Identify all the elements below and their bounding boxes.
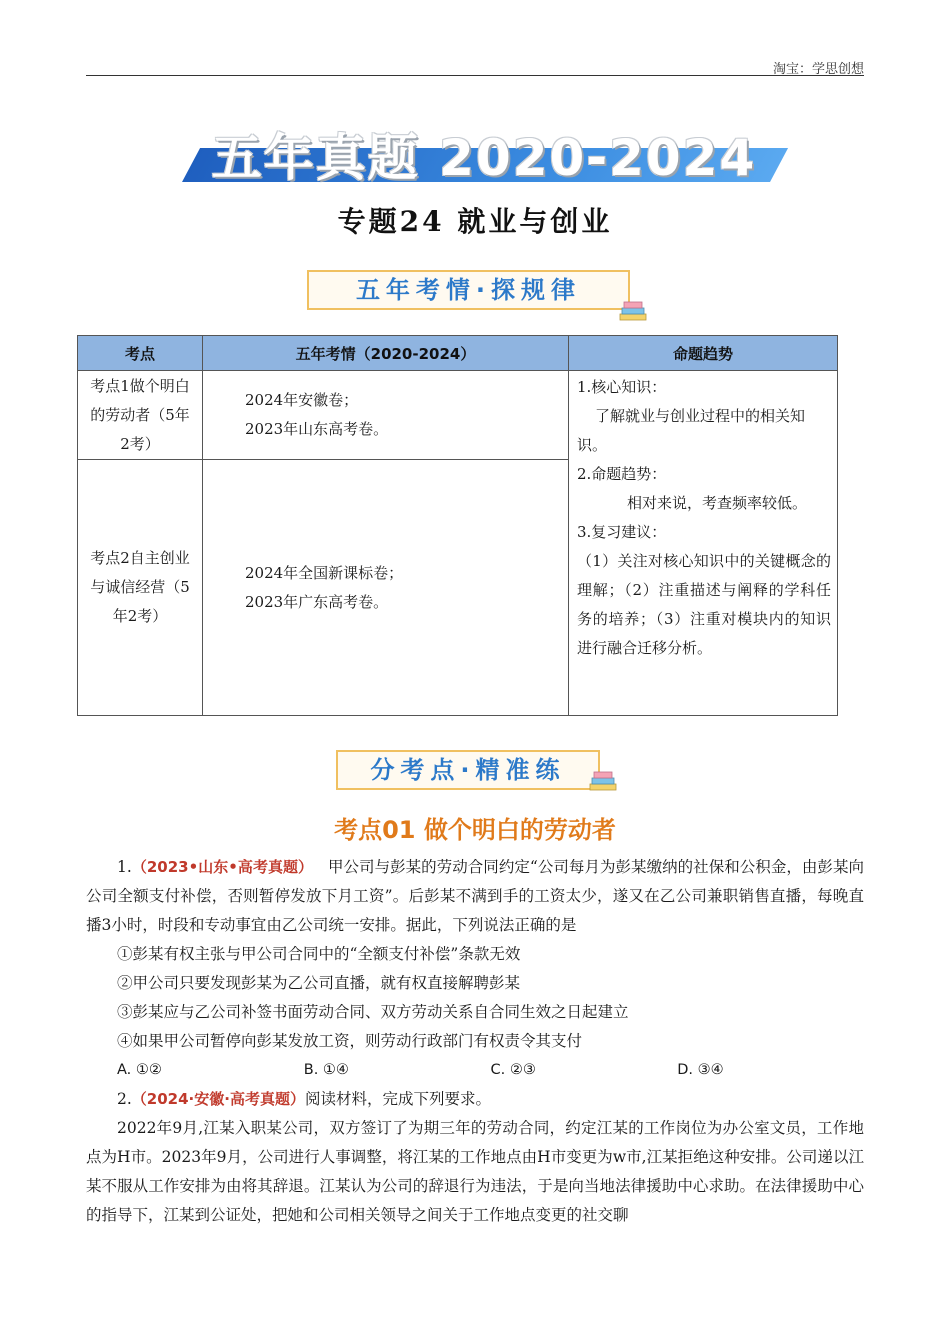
question-1 <box>86 853 864 940</box>
exam-line: 2024年全国新课标卷； <box>245 563 404 582</box>
section-label: 分考点·精准练 <box>370 756 566 784</box>
exam-line: 2023年广东高考卷。 <box>245 592 389 611</box>
banner <box>182 118 770 188</box>
trend-line: （1）关注对核心知识中的关键概念的理解；（2）注重描述与阐释的学科任务的培养；（3）注重对模块内的知识进行融合迁移分析。 <box>577 552 831 657</box>
question-number: 2. <box>117 1090 132 1108</box>
trend-line: 了解就业与创业过程中的相关知识。 <box>577 407 806 454</box>
trend-line: 1.核心知识： <box>577 378 667 396</box>
topic-title: 专题24 就业与创业 <box>337 205 613 238</box>
section-header-practice <box>336 750 600 790</box>
table-header-exams: 五年考情（2020-2024） <box>203 336 569 371</box>
table-cell-point: 考点2自主创业与诚信经营（5年2考） <box>78 460 203 716</box>
trend-line: 3.复习建议： <box>577 523 667 541</box>
table-cell-exams <box>203 371 569 460</box>
question-source: （2024·安徽·高考真题） <box>131 1090 305 1108</box>
question-material: 2022年9月,江某入职某公司，双方签订了为期三年的劳动合同，约定江某的工作岗位为办公室文员，工作地点为H市。2023年9月，公司进行人事调整，将江某的工作地点由H市变更为w市,江某拒绝这种安排。公司递以江某不服从工作安排为由将其辞退。江某认为公司的辞退行为违法，于是向当地法律援助中心求助。在法律援助中心的指导下，江某到公证处，把她和公司相关领导之间关于工作地点变更的社交聊 <box>86 1119 864 1224</box>
banner-title: 五年真题 2020-2024 <box>211 129 757 187</box>
question-stem: 阅读材料，完成下列要求。 <box>304 1090 491 1108</box>
option: ④如果甲公司暂停向彭某发放工资，则劳动行政部门有权责令其支付 <box>117 1032 583 1050</box>
header-divider <box>86 75 864 76</box>
choice-c: C. ②③ <box>490 1062 536 1078</box>
books-icon <box>618 298 648 324</box>
question-stem: 甲公司与彭某的劳动合同约定“公司每月为彭某缴纳的社保和公积金，由彭某向公司全额支付补偿，否则暂停发放下月工资”。后彭某不满到手的工资太少，遂又在乙公司兼职销售直播，每晚直播3小时，时段和专动事宜由乙公司统一安排。据此，下列说法正确的是 <box>86 858 864 934</box>
question-number: 1. <box>117 858 132 876</box>
table-header-trend: 命题趋势 <box>569 336 838 371</box>
shop-label: 淘宝：学思创想 <box>772 62 864 77</box>
choice-a: A. ①② <box>117 1062 162 1078</box>
question-source: （2023•山东•高考真题） <box>131 858 314 876</box>
option: ①彭某有权主张与甲公司合同中的“全额支付补偿”条款无效 <box>117 945 521 963</box>
exam-line: 2023年山东高考卷。 <box>245 420 389 438</box>
questions <box>86 853 864 1230</box>
table-cell-point: 考点1做个明白的劳动者（5年2考） <box>78 371 203 460</box>
trend-line: 相对来说，考查频率较低。 <box>627 494 808 512</box>
answer-choices <box>86 1056 864 1085</box>
table-header-point: 考点 <box>78 336 203 371</box>
section-label: 五年考情·探规律 <box>355 276 582 304</box>
books-icon <box>588 768 618 794</box>
section-header-trends <box>307 270 630 310</box>
choice-d: D. ③④ <box>677 1062 724 1078</box>
exam-line: 2024年安徽卷； <box>245 391 359 409</box>
exam-analysis-table <box>77 335 838 716</box>
table-cell-exams <box>203 460 569 716</box>
table-cell-trend <box>569 371 838 716</box>
option: ②甲公司只要发现彭某为乙公司直播，就有权直接解聘彭某 <box>117 974 521 992</box>
option: ③彭某应与乙公司补签书面劳动合同、双方劳动关系自合同生效之日起建立 <box>117 1003 629 1021</box>
choice-b: B. ①④ <box>303 1062 349 1078</box>
trend-line: 2.命题趋势： <box>577 465 667 483</box>
kaodian-title: 考点01 做个明白的劳动者 <box>334 816 616 844</box>
question-2 <box>86 1085 864 1114</box>
